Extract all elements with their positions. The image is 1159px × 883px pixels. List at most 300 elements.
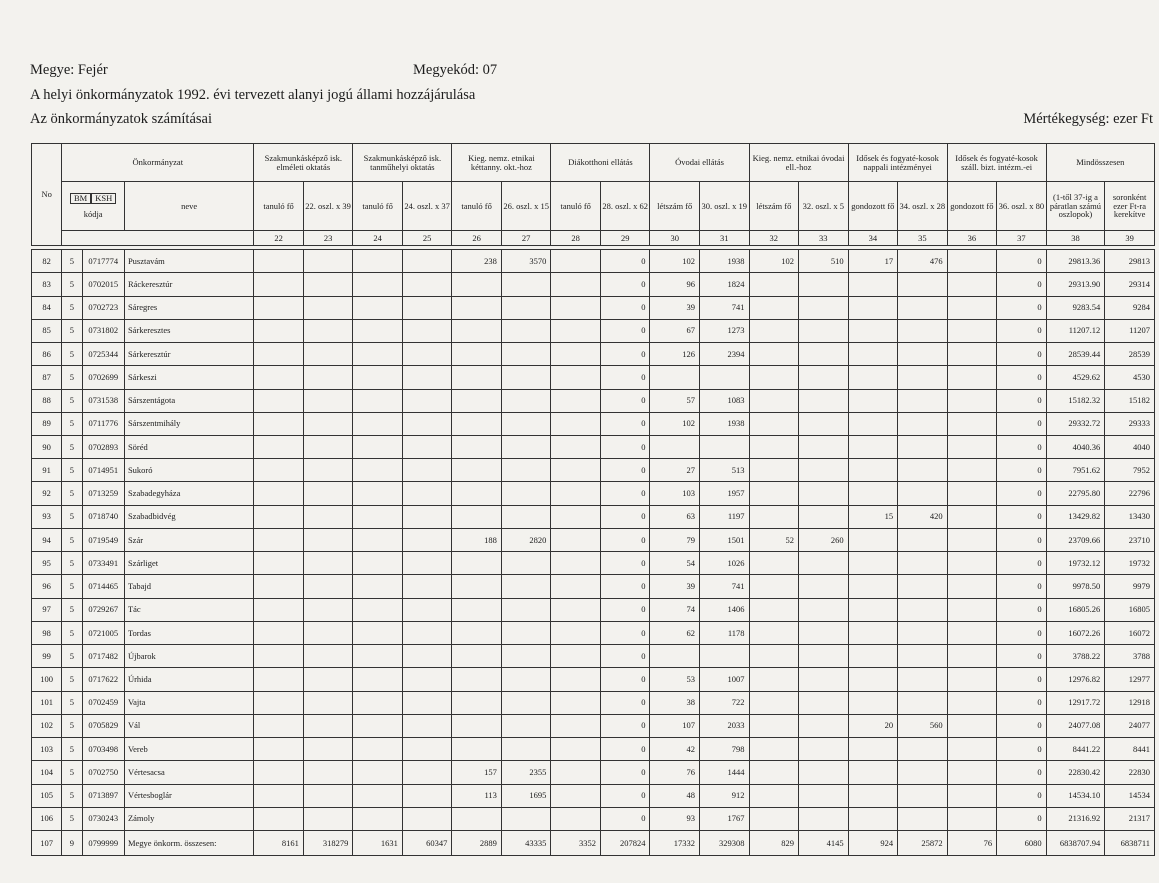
cell-c32 [749, 482, 799, 505]
cell-c22 [254, 366, 304, 389]
cell-c33 [799, 668, 849, 691]
cell-c26 [452, 505, 502, 528]
cell-c31: 1007 [699, 668, 749, 691]
cell-c36 [947, 366, 997, 389]
cell-c34 [848, 482, 898, 505]
cell-c38: 7951.62 [1046, 459, 1105, 482]
col-number: 27 [501, 231, 551, 246]
cell-name: Sárkeresztúr [124, 343, 253, 366]
cell-c26 [452, 552, 502, 575]
cell-c31: 741 [699, 575, 749, 598]
cell-c25 [402, 296, 452, 319]
cell-c39: 4040 [1105, 436, 1155, 459]
cell-c31: 1444 [699, 761, 749, 784]
cell-c35 [898, 807, 948, 830]
cell-c25 [402, 714, 452, 737]
cell-bm: 5 [62, 575, 82, 598]
col-header-ksh: KSH [91, 193, 116, 204]
cell-c25 [402, 482, 452, 505]
cell-c27 [501, 691, 551, 714]
col-sub-header: tanuló fő [551, 182, 601, 231]
cell-c31: 2033 [699, 714, 749, 737]
cell-c28: 3352 [551, 830, 601, 855]
cell-ksh: 0702723 [82, 296, 124, 319]
cell-c30 [650, 436, 700, 459]
cell-ksh: 0713897 [82, 784, 124, 807]
col-group-header: Szakmunkásképző isk. tanműhelyi oktatás [353, 144, 452, 182]
cell-c34 [848, 459, 898, 482]
cell-c29: 0 [600, 668, 650, 691]
cell-c33 [799, 645, 849, 668]
cell-c27 [501, 807, 551, 830]
col-group-header: Kieg. nemz. etnikai óvodai ell.-hoz [749, 144, 848, 182]
cell-bm: 5 [62, 412, 82, 435]
col-sub-header: tanuló fő [353, 182, 403, 231]
cell-c24 [353, 273, 403, 296]
cell-c31: 1767 [699, 807, 749, 830]
cell-c36 [947, 459, 997, 482]
cell-c39: 28539 [1105, 343, 1155, 366]
cell-c39: 11207 [1105, 319, 1155, 342]
cell-c23 [303, 250, 353, 273]
cell-c22 [254, 691, 304, 714]
cell-bm: 5 [62, 668, 82, 691]
cell-c24: 1631 [353, 830, 403, 855]
cell-c25 [402, 761, 452, 784]
cell-ksh: 0730243 [82, 807, 124, 830]
cell-ksh: 0702750 [82, 761, 124, 784]
cell-c36 [947, 273, 997, 296]
cell-c32 [749, 436, 799, 459]
cell-c26 [452, 389, 502, 412]
cell-c33 [799, 319, 849, 342]
cell-c28 [551, 761, 601, 784]
cell-c24 [353, 598, 403, 621]
cell-bm: 5 [62, 738, 82, 761]
table-row [32, 575, 1155, 598]
cell-c28 [551, 482, 601, 505]
cell-c27 [501, 389, 551, 412]
cell-c27 [501, 482, 551, 505]
cell-no: 101 [32, 691, 62, 714]
cell-c38: 29313.90 [1046, 273, 1105, 296]
cell-c24 [353, 412, 403, 435]
cell-c23 [303, 296, 353, 319]
col-sub-header: tanuló fő [452, 182, 502, 231]
cell-c25 [402, 807, 452, 830]
cell-c30: 107 [650, 714, 700, 737]
cell-bm: 5 [62, 436, 82, 459]
table-row [32, 645, 1155, 668]
cell-c38: 9283.54 [1046, 296, 1105, 319]
cell-c31 [699, 436, 749, 459]
cell-c26 [452, 436, 502, 459]
cell-c28 [551, 412, 601, 435]
cell-bm: 5 [62, 389, 82, 412]
cell-c29: 0 [600, 528, 650, 551]
cell-c22 [254, 459, 304, 482]
cell-name: Vál [124, 714, 253, 737]
cell-c28 [551, 645, 601, 668]
cell-c33 [799, 575, 849, 598]
cell-bm: 5 [62, 482, 82, 505]
cell-c28 [551, 343, 601, 366]
cell-c26 [452, 691, 502, 714]
cell-c25 [402, 575, 452, 598]
cell-c37: 0 [997, 436, 1047, 459]
cell-bm: 5 [62, 691, 82, 714]
table-row [32, 273, 1155, 296]
cell-c33 [799, 621, 849, 644]
cell-name: Úrhida [124, 668, 253, 691]
cell-ksh: 0705829 [82, 714, 124, 737]
cell-c28 [551, 366, 601, 389]
cell-c35 [898, 691, 948, 714]
cell-c37: 6080 [997, 830, 1047, 855]
cell-c37: 0 [997, 343, 1047, 366]
cell-c36 [947, 598, 997, 621]
cell-c38: 4040.36 [1046, 436, 1105, 459]
cell-c31 [699, 366, 749, 389]
cell-c33 [799, 691, 849, 714]
cell-c32 [749, 343, 799, 366]
col-number: 24 [353, 231, 403, 246]
cell-c28 [551, 436, 601, 459]
cell-ksh: 0718740 [82, 505, 124, 528]
cell-c30 [650, 645, 700, 668]
cell-c30: 93 [650, 807, 700, 830]
cell-c32 [749, 459, 799, 482]
cell-c33 [799, 738, 849, 761]
col-number: 26 [452, 231, 502, 246]
table-row [32, 389, 1155, 412]
cell-c35 [898, 668, 948, 691]
col-sub-header: 32. oszl. x 5 [799, 182, 849, 231]
cell-c38: 12976.82 [1046, 668, 1105, 691]
cell-c35 [898, 412, 948, 435]
cell-c27 [501, 319, 551, 342]
cell-c27 [501, 412, 551, 435]
cell-c33: 4145 [799, 830, 849, 855]
cell-c36 [947, 412, 997, 435]
cell-c33 [799, 296, 849, 319]
cell-c24 [353, 389, 403, 412]
cell-c29: 207824 [600, 830, 650, 855]
cell-c39: 29813 [1105, 250, 1155, 273]
cell-no: 100 [32, 668, 62, 691]
cell-c30: 126 [650, 343, 700, 366]
cell-c34 [848, 389, 898, 412]
cell-bm: 5 [62, 505, 82, 528]
cell-name: Vértesacsa [124, 761, 253, 784]
cell-c39: 16072 [1105, 621, 1155, 644]
cell-c39: 12977 [1105, 668, 1155, 691]
cell-c35 [898, 552, 948, 575]
cell-c24 [353, 575, 403, 598]
cell-c38: 9978.50 [1046, 575, 1105, 598]
cell-c38: 8441.22 [1046, 738, 1105, 761]
cell-c28 [551, 319, 601, 342]
table-row [32, 412, 1155, 435]
table-row [32, 714, 1155, 737]
cell-c27 [501, 668, 551, 691]
data-table [31, 143, 1155, 856]
table-row [32, 668, 1155, 691]
cell-no: 87 [32, 366, 62, 389]
cell-c22 [254, 552, 304, 575]
cell-name: Vértesboglár [124, 784, 253, 807]
col-sub-header: tanuló fő [254, 182, 304, 231]
cell-c24 [353, 621, 403, 644]
cell-c31: 741 [699, 296, 749, 319]
cell-c35 [898, 459, 948, 482]
cell-c29: 0 [600, 575, 650, 598]
cell-c31: 722 [699, 691, 749, 714]
cell-no: 98 [32, 621, 62, 644]
cell-c29: 0 [600, 738, 650, 761]
cell-c23 [303, 784, 353, 807]
cell-c34 [848, 319, 898, 342]
cell-c29: 0 [600, 621, 650, 644]
cell-c27 [501, 296, 551, 319]
cell-c28 [551, 389, 601, 412]
cell-no: 84 [32, 296, 62, 319]
cell-c39: 9979 [1105, 575, 1155, 598]
col-number: 36 [947, 231, 997, 246]
table-row [32, 598, 1155, 621]
cell-c26 [452, 459, 502, 482]
cell-c29: 0 [600, 691, 650, 714]
cell-name: Sárkeszi [124, 366, 253, 389]
cell-c23 [303, 528, 353, 551]
cell-c22 [254, 714, 304, 737]
cell-no: 96 [32, 575, 62, 598]
cell-c37: 0 [997, 761, 1047, 784]
col-sub-header: létszám fő [749, 182, 799, 231]
cell-c29: 0 [600, 598, 650, 621]
col-number: 38 [1046, 231, 1105, 246]
cell-c26 [452, 319, 502, 342]
cell-c37: 0 [997, 552, 1047, 575]
cell-c39: 4530 [1105, 366, 1155, 389]
cell-c30: 27 [650, 459, 700, 482]
cell-c33 [799, 598, 849, 621]
cell-c25 [402, 412, 452, 435]
cell-bm: 5 [62, 319, 82, 342]
cell-c33 [799, 412, 849, 435]
cell-c22 [254, 505, 304, 528]
cell-c22 [254, 668, 304, 691]
cell-c38: 16072.26 [1046, 621, 1105, 644]
cell-ksh: 0717774 [82, 250, 124, 273]
col-header-no: No [32, 144, 62, 246]
cell-c29: 0 [600, 273, 650, 296]
cell-c35 [898, 528, 948, 551]
cell-c30: 63 [650, 505, 700, 528]
cell-c24 [353, 784, 403, 807]
cell-name: Sukoró [124, 459, 253, 482]
cell-c29: 0 [600, 343, 650, 366]
col-sub-header: 24. oszl. x 37 [402, 182, 452, 231]
table-row [32, 505, 1155, 528]
cell-no: 105 [32, 784, 62, 807]
table-row [32, 482, 1155, 505]
cell-c34 [848, 296, 898, 319]
cell-name: Sárszentágota [124, 389, 253, 412]
cell-c33 [799, 273, 849, 296]
cell-c36 [947, 552, 997, 575]
col-number-blank [62, 231, 254, 246]
cell-c27 [501, 621, 551, 644]
cell-c35: 560 [898, 714, 948, 737]
cell-c29: 0 [600, 459, 650, 482]
cell-c23 [303, 738, 353, 761]
cell-c36 [947, 691, 997, 714]
cell-c25 [402, 250, 452, 273]
cell-c23 [303, 343, 353, 366]
cell-c22 [254, 250, 304, 273]
cell-ksh: 0731802 [82, 319, 124, 342]
cell-c22 [254, 412, 304, 435]
cell-c30: 67 [650, 319, 700, 342]
cell-no: 99 [32, 645, 62, 668]
cell-c38: 28539.44 [1046, 343, 1105, 366]
col-group-header: Idősek és fogyaté-kosok nappali intézményei [848, 144, 947, 182]
cell-name: Zámoly [124, 807, 253, 830]
cell-c30: 39 [650, 296, 700, 319]
cell-c23 [303, 459, 353, 482]
cell-c27 [501, 505, 551, 528]
col-sub-header: 22. oszl. x 39 [303, 182, 353, 231]
cell-c35 [898, 645, 948, 668]
cell-c29: 0 [600, 807, 650, 830]
col-header-kodja: kódja [83, 209, 103, 219]
cell-c24 [353, 691, 403, 714]
table-row [32, 784, 1155, 807]
cell-c26: 2889 [452, 830, 502, 855]
cell-c34 [848, 691, 898, 714]
cell-ksh: 0714465 [82, 575, 124, 598]
cell-c29: 0 [600, 436, 650, 459]
col-number: 34 [848, 231, 898, 246]
cell-c36 [947, 482, 997, 505]
cell-c37: 0 [997, 505, 1047, 528]
cell-c29: 0 [600, 319, 650, 342]
col-sub-header: 36. oszl. x 80 [997, 182, 1047, 231]
cell-name: Szabadbidvég [124, 505, 253, 528]
cell-c23 [303, 691, 353, 714]
cell-no: 95 [32, 552, 62, 575]
cell-c37: 0 [997, 598, 1047, 621]
cell-c26: 238 [452, 250, 502, 273]
cell-c27 [501, 436, 551, 459]
cell-c31: 1406 [699, 598, 749, 621]
table-row [32, 459, 1155, 482]
cell-c36 [947, 436, 997, 459]
cell-name: Söréd [124, 436, 253, 459]
cell-bm: 5 [62, 784, 82, 807]
cell-c35 [898, 436, 948, 459]
cell-c37: 0 [997, 714, 1047, 737]
cell-name: Ráckeresztúr [124, 273, 253, 296]
cell-c30: 102 [650, 250, 700, 273]
cell-c36 [947, 250, 997, 273]
cell-c23 [303, 412, 353, 435]
table-row [32, 436, 1155, 459]
cell-c34: 20 [848, 714, 898, 737]
col-header-neve: neve [124, 182, 253, 231]
cell-c38: 19732.12 [1046, 552, 1105, 575]
cell-c26 [452, 714, 502, 737]
cell-c24 [353, 296, 403, 319]
cell-c38: 24077.08 [1046, 714, 1105, 737]
col-group-header: Kieg. nemz. etnikai kéttanny. okt.-hoz [452, 144, 551, 182]
cell-c34 [848, 528, 898, 551]
cell-c24 [353, 319, 403, 342]
cell-c27: 2355 [501, 761, 551, 784]
cell-c25 [402, 343, 452, 366]
cell-c34 [848, 598, 898, 621]
table-row [32, 621, 1155, 644]
cell-bm: 5 [62, 459, 82, 482]
cell-bm: 5 [62, 250, 82, 273]
col-group-header: Óvodai ellátás [650, 144, 749, 182]
cell-bm: 5 [62, 761, 82, 784]
cell-c39: 12918 [1105, 691, 1155, 714]
cell-c30 [650, 366, 700, 389]
cell-ksh: 0721005 [82, 621, 124, 644]
cell-c33 [799, 784, 849, 807]
cell-c27 [501, 273, 551, 296]
cell-c22 [254, 482, 304, 505]
cell-c31: 1501 [699, 528, 749, 551]
cell-c25 [402, 784, 452, 807]
cell-no: 90 [32, 436, 62, 459]
cell-c23 [303, 668, 353, 691]
cell-c39: 29314 [1105, 273, 1155, 296]
cell-c25 [402, 505, 452, 528]
cell-c39: 22830 [1105, 761, 1155, 784]
cell-no: 91 [32, 459, 62, 482]
table-row [32, 343, 1155, 366]
cell-c35: 476 [898, 250, 948, 273]
cell-ksh: 0799999 [82, 830, 124, 855]
cell-c23 [303, 482, 353, 505]
col-number: 32 [749, 231, 799, 246]
cell-c32: 52 [749, 528, 799, 551]
col-sub-header: 34. oszl. x 28 [898, 182, 948, 231]
cell-c32 [749, 366, 799, 389]
cell-ksh: 0717482 [82, 645, 124, 668]
cell-c37: 0 [997, 691, 1047, 714]
cell-c37: 0 [997, 482, 1047, 505]
cell-c30: 79 [650, 528, 700, 551]
cell-c28 [551, 575, 601, 598]
cell-c29: 0 [600, 366, 650, 389]
cell-bm: 5 [62, 807, 82, 830]
cell-c39: 22796 [1105, 482, 1155, 505]
cell-c27 [501, 459, 551, 482]
cell-c32 [749, 598, 799, 621]
cell-c37: 0 [997, 575, 1047, 598]
cell-c38: 21316.92 [1046, 807, 1105, 830]
cell-name: Tordas [124, 621, 253, 644]
cell-name: Sáregres [124, 296, 253, 319]
cell-c39: 24077 [1105, 714, 1155, 737]
page-subtitle: Az önkormányzatok számításai [30, 111, 212, 127]
cell-c22 [254, 528, 304, 551]
cell-c33 [799, 482, 849, 505]
